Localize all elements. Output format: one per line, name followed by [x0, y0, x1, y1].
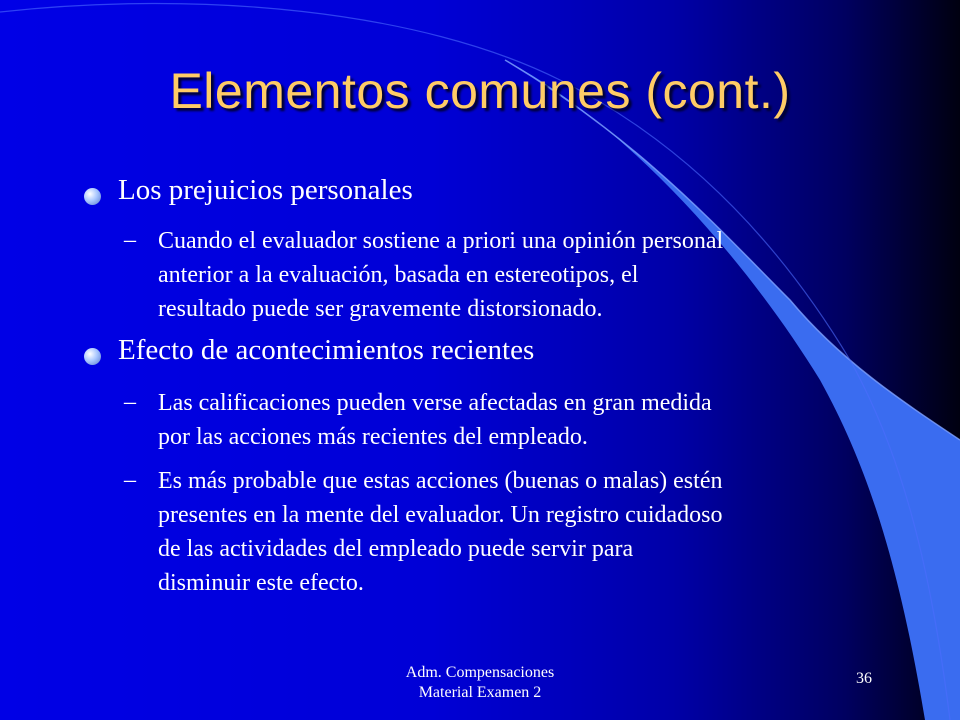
slide-footer [350, 663, 610, 703]
sub-bullet-dash: – [124, 227, 136, 253]
sub-bullet-dash: – [124, 467, 136, 493]
bullet-recent-events: Efecto de acontecimientos recientes [118, 334, 535, 366]
sub-bullet-dash: – [124, 389, 136, 415]
text-line: resultado puede ser gravemente distorsionado. [158, 296, 603, 322]
text-line: Es más probable que estas acciones (buenas o malas) estén [158, 468, 723, 494]
text-line: Cuando el evaluador sostiene a priori una opinión personal [158, 228, 724, 254]
text-line: disminuir este efecto. [158, 570, 364, 596]
text-line: de las actividades del empleado puede servir para [158, 536, 634, 562]
bullet-dot-icon [84, 348, 101, 365]
bullet-dot-icon [84, 188, 101, 205]
text-line: presentes en la mente del evaluador. Un registro cuidadoso [158, 502, 723, 528]
text-line: Las calificaciones pueden verse afectadas en gran medida [158, 390, 712, 416]
slide-title: Elementos comunes (cont.) [169, 63, 791, 119]
sub-bullet-careful-record [158, 464, 918, 600]
text-line: anterior a la evaluación, basada en estereotipos, el [158, 262, 639, 288]
text-line: por las acciones más recientes del empleado. [158, 424, 588, 450]
slide-number: 36 [856, 670, 872, 687]
sub-bullet-ratings-affected [158, 386, 918, 454]
sub-bullet-personal-opinion [158, 224, 918, 326]
footer-line: Material Examen 2 [418, 684, 542, 701]
bullet-personal-prejudice: Los prejuicios personales [118, 174, 413, 206]
footer-line: Adm. Compensaciones [405, 664, 555, 681]
